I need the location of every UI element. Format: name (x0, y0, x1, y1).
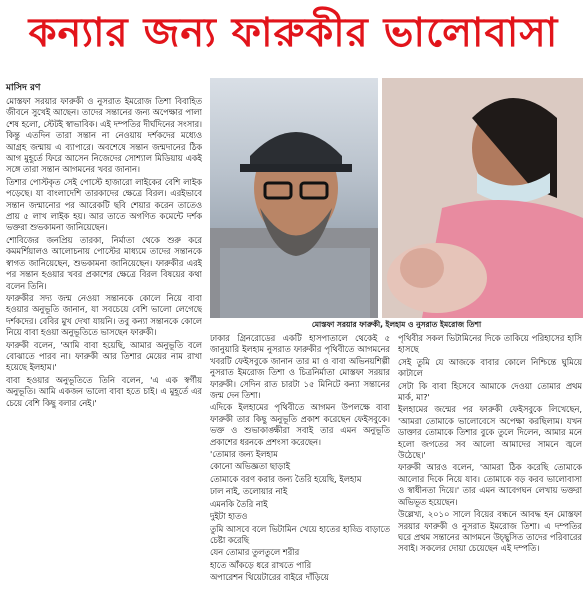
paragraph: ফারুকী আরও বলেন, 'আমরা ঠিক করেছি তোমাকে আলোর দিকে নিয়ে যাব। তোমাকে বড় করব ভালোবাসা ও স্বাধীনতা দিয়ে।' তার এমন আবেগঘন লেখায় ভক্তরা অভিভূত হয়েছেন। (398, 462, 582, 507)
poem-line: 'তোমার জন্য ইলহাম (210, 449, 278, 460)
poem-line: তুমি আসবে বলে ভিটামিন খেয়ে হাতের হাড্ডি বাড়াতে চেষ্টা করেছি (210, 523, 390, 545)
photo-caption: মোস্তফা সরয়ার ফারুকী, ইলহাম ও নুসরাত ইমরোজ তিশা (311, 320, 482, 329)
headline-text: কন্যার জন্য ফারুকীর ভালোবাসা (28, 9, 559, 56)
paragraph: তিশার পোস্টকৃত সেই পোস্টে হাজারো লাইকের বেশি লাইক পড়েছে। যা বাংলাদেশি তারকাদের ক্ষেত্রে বিরল। এরইভাবে সন্তান জন্মানোর পর আরেকটি ছবি শেয়ার করেন তাতেও প্রায় ৫ লাখ লাইক হয়। আর তাতে অগণিত কমেন্টে দর্শক ভক্তরা শুভকামনা জানিয়েছেন। (6, 176, 202, 233)
article-column-2 (210, 333, 390, 597)
poem-line: কোনো অভিজ্ঞতা ছাড়াই (210, 461, 290, 472)
poem-line: দুইটা হাতও (210, 511, 248, 522)
man-portrait-image (210, 78, 378, 318)
paragraph: উল্লেখ্য, ২০১০ সালে বিয়ের বন্ধনে আবদ্ধ হন মোস্তফা সরয়ার ফারুকী ও নুসরাত ইমরোজ তিশা। এ দম্পতির ঘরে প্রথম সন্তানের আগমনে উচ্ছ্বসিত তাদের পরিবারের সবাই। সকলের দোয়া চেয়েছেন এই দম্পতি। (398, 509, 582, 554)
byline: মাসিদ রণ (6, 83, 41, 93)
paragraph: ফারুকী বলেন, 'আমি বাবা হয়েছি, আমার অনুভূতি বলে বোঝাতে পারব না। ফারুকী আর তিশার মেয়ের নাম রাখা হয়েছে ইলহাম।' (6, 339, 202, 373)
poem-line: যেন তোমার তুলতুলে শরীর (210, 547, 300, 558)
article-column-3 (398, 333, 582, 597)
mother-baby-image (382, 78, 583, 318)
paragraph: শোবিজের জনপ্রিয় তারকা, নির্মাতা থেকে শুরু করে কমমর্শিয়ালও আলোচনায় পোস্টের মাধ্যমে তাদের সন্তানকে স্বাগত জানিয়েছেন, শুভকামনা জানিয়েছেন। ফারুকীর এরই পর সন্তান হওয়ার খবর প্রকাশের ক্ষেত্রে বিরল বিষয়ের কথা বলেন তিনি। (6, 234, 202, 291)
poem-line: তোমাকে বরণ করার জন্য তৈরি হয়েছি, ইলহাম (210, 473, 362, 484)
article-column-1 (6, 96, 202, 596)
poem-line: সেটা কি বাবা হিসেবে আমাকে দেওয়া তোমার প্রথম মার্ক, মা?' (398, 380, 582, 403)
portrait-photo-faruki (210, 78, 378, 318)
paragraph: এদিকে ইলহামের পৃথিবীতে আগমন উপলক্ষে বাবা ফারুকী তার কিছু অনুভূতি প্রকাশ করেছেন ফেইসবুকে। ভক্ত ও শুভাকাঙ্ক্ষীরা সবাই তার এমন অনুভূতি প্রকাশের ধরনকে প্রশংসা করেছেন। (210, 402, 390, 447)
poem-line: ঢাল নাই, তলোয়ার নাই (210, 486, 288, 497)
poem-line: এমনকি তৈরি নাই (210, 498, 268, 509)
poem-line: অপারেশন থিয়েটারের বাইরে দাঁড়িয়ে (210, 572, 329, 583)
poem-line: হাতে আঁকড়ে ধরে রাখতে পারি (210, 559, 312, 570)
paragraph: ঢাকার গ্রিনরোডের একটি হাসপাতালে থেকেই ৫ জানুয়ারি ইলহাম নুসরাত ফারুকীর পৃথিবীতে আগমনের খবরটি ফেইসবুকে জানান তার মা ও বাবা অভিনয়শিল্পী নুসরাত ইমরোজ তিশা ও চিত্রনির্মাতা মোস্তফা সরয়ার ফারুকী। সেদিন রাত চারটা ১৫ মিনিটে কন্যা সন্তানের জন্ম দেন তিশা। (210, 333, 390, 401)
paragraph: ইলহামের জন্মের পর ফারুকী ফেইসবুকে লিখেছেন, 'আমরা তোমাকে ভালোবেসে অপেক্ষা করছিলাম। যখন ডাক্তার তোমাকে তিশার বুকে তুলে দিলেন, আমার মনে হলো জগতের সব আলো আমাদের সামনে জ্বলে উঠেছে।' (398, 404, 582, 461)
headline (0, 0, 587, 68)
poem-line: পৃথিবীর সকল ভিটামিনের দিকে তাকিয়ে পরিহাসের হাসি হাসছে (398, 333, 582, 355)
mother-baby-photo (382, 78, 583, 318)
poem-line: সেই তুমি যে আজকে বাবার কোলে নিশ্চিন্তে ঘুমিয়ে কাটালে (398, 356, 582, 379)
paragraph: ফারুকীর সদ্য জন্ম নেওয়া সন্তানকে কোলে নিয়ে বাবা হওয়ার অনুভূতি জানান, যা সবচেয়ে বেশি ভালো লেগেছে দর্শকদের। বেবির মুখ দেখা যায়নি। তবু কন্যা সন্তানকে কোলে নিয়ে বাবা হওয়া অনুভূতিতে ভাসছেন ফারুকী। (6, 292, 202, 338)
paragraph: বাবা হওয়ার অনুভূতিতে তিনি বলেন, 'এ এক স্বর্গীয় অনুভূতি। আমি একজন ভালো বাবা হতে চাই। এ মুহূর্তে এর চেয়ে বেশি কিছু বলার নেই।' (6, 374, 202, 408)
paragraph: মোস্তফা সরয়ার ফারুকী ও নুসরাত ইমরোজ তিশা বিবাহিত জীবনে সুখেই আছেন। তাদের সন্তানের জন্য অপেক্ষার পালা শেষ হলো, স্টেটই স্বাভাবিক। এই দম্পতির দীর্ঘদিনের সংসার। কিন্তু এতদিন তারা সন্তান না নেওয়ায় দর্শকদের মধ্যেও আগ্রহ জন্মায় এ ব্যাপারে। অবশেষে সন্তান জন্মদানের ঠিক আগ মুহূর্তে ফিরে আসেন নিজেদের সোশ্যাল মিডিয়ায় একই সঙ্গে তারা সন্তান আগমনের খবর জানান। (6, 96, 202, 175)
